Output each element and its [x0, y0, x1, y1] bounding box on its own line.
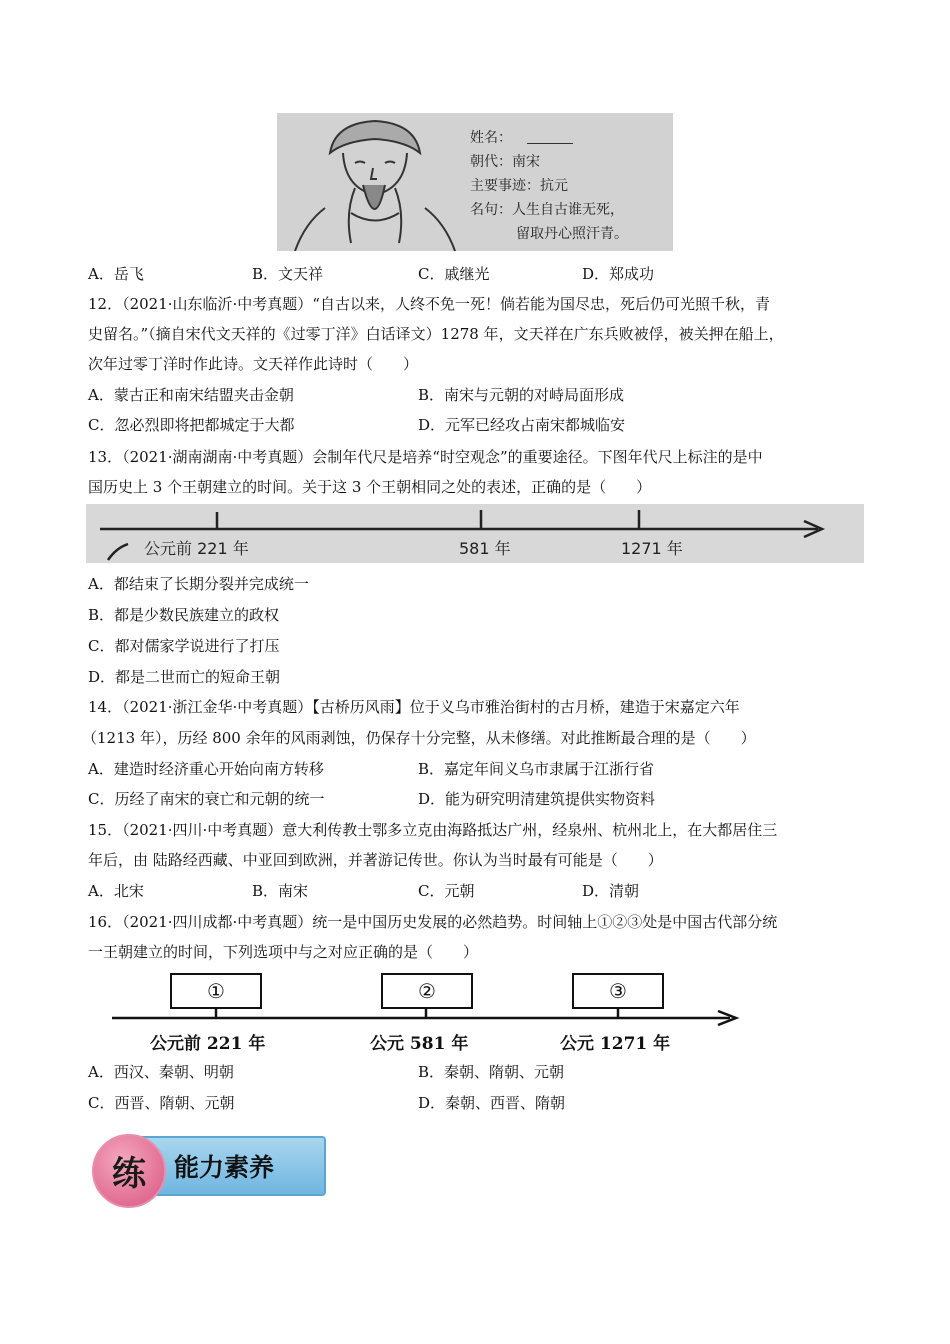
card-quote-line1: 名句：人生自古谁无死， — [470, 202, 624, 218]
q12-stem-line3: 次年过零丁洋时作此诗。文天祥作此诗时（ ） — [88, 355, 419, 373]
q15-option-d: D．清朝 — [582, 882, 640, 900]
q13-option-a: A．都结束了长期分裂并完成统一 — [88, 575, 309, 593]
q16-option-c: C．西晋、隋朝、元朝 — [88, 1094, 235, 1112]
q14-option-a: A．建造时经济重心开始向南方转移 — [88, 760, 324, 778]
q12-option-d: D．元军已经攻占南宋都城临安 — [418, 416, 626, 434]
q15-stem-line1: 15．（2021·四川·中考真题）意大利传教士鄂多立克由海路抵达广州，经泉州、杭州北上，在大都居住三 — [88, 821, 778, 839]
card-deeds: 主要事迹：抗元 — [470, 178, 568, 194]
card-dynasty: 朝代：南宋 — [470, 154, 540, 170]
q16-option-a: A．西汉、秦朝、明朝 — [88, 1063, 234, 1081]
section-title: 能力素养 — [174, 1153, 275, 1182]
q13-stem-line2: 国历史上 3 个王朝建立的时间。关于这 3 个王朝相同之处的表述，正确的是（ ） — [88, 478, 652, 496]
q13-timeline-label-2: 581 年 — [459, 539, 511, 558]
q14-option-d: D．能为研究明清建筑提供实物资料 — [418, 790, 656, 808]
q12-option-b: B．南宋与元朝的对峙局面形成 — [418, 386, 625, 404]
q16-box-1: ① — [170, 973, 262, 1009]
q15-option-c: C．元朝 — [418, 882, 475, 900]
portrait-card-photo — [277, 113, 673, 251]
section-badge-circle — [92, 1134, 166, 1208]
q16-timeline-label-1: 公元前 221 年 — [150, 1034, 266, 1054]
q16-option-b: B．秦朝、隋朝、元朝 — [418, 1063, 565, 1081]
q16-timeline-label-2: 公元 581 年 — [370, 1034, 469, 1054]
q13-option-b: B．都是少数民族建立的政权 — [88, 606, 280, 624]
q13-timeline-photo — [86, 504, 864, 563]
q16-box-3: ③ — [572, 973, 664, 1009]
q12-stem-line1: 12．（2021·山东临沂·中考真题）“自古以来，人终不免一死！倘若能为国尽忠，死后仍可光照千秋，青 — [88, 295, 770, 313]
q16-box-2: ② — [381, 973, 473, 1009]
q13-option-c: C．都对儒家学说进行了打压 — [88, 637, 280, 655]
q15-option-b: B．南宋 — [252, 882, 309, 900]
card-name-label: 姓名： — [470, 130, 512, 146]
q13-option-d: D．都是二世而亡的短命王朝 — [88, 668, 281, 686]
q14-option-c: C．历经了南宋的衰亡和元朝的统一 — [88, 790, 325, 808]
card-name-blank — [527, 143, 573, 144]
q16-stem-line2: 一王朝建立的时间，下列选项中与之对应正确的是（ ） — [88, 943, 479, 961]
q14-stem-line2: （1213 年），历经 800 余年的风雨剥蚀，仍保存十分完整，从未修缮。对此推断最合理的是（ ） — [82, 729, 756, 747]
wen-tianxiang-portrait-illustration — [285, 113, 465, 251]
q13-timeline-label-3: 1271 年 — [621, 539, 683, 558]
q11-option-c: C．戚继光 — [418, 265, 490, 283]
q12-option-a: A．蒙古正和南宋结盟夹击金朝 — [88, 386, 294, 404]
q16-timeline-figure — [90, 968, 740, 1058]
q14-stem-line1: 14．（2021·浙江金华·中考真题）【古桥历风雨】位于义乌市雅治街村的古月桥，建造于宋嘉定六年 — [88, 698, 740, 716]
q13-timeline-label-1: 公元前 221 年 — [144, 539, 249, 558]
q15-option-a: A．北宋 — [88, 882, 144, 900]
q11-option-d: D．郑成功 — [582, 265, 655, 283]
card-quote-line2: 留取丹心照汗青。 — [516, 226, 628, 242]
q11-option-b: B．文天祥 — [252, 265, 324, 283]
q11-option-a: A．岳飞 — [88, 265, 144, 283]
q16-option-d: D．秦朝、西晋、隋朝 — [418, 1094, 566, 1112]
q16-timeline-label-3: 公元 1271 年 — [560, 1034, 671, 1054]
q12-option-c: C．忽必烈即将把都城定于大都 — [88, 416, 295, 434]
q13-stem-line1: 13．（2021·湖南湖南·中考真题）会制年代尺是培养“时空观念”的重要途径。下图年代尺上标注的是中 — [88, 448, 763, 466]
q16-stem-line1: 16．（2021·四川成都·中考真题）统一是中国历史发展的必然趋势。时间轴上①②③处是中国古代部分统 — [88, 913, 778, 931]
section-banner — [92, 1134, 324, 1196]
q15-stem-line2: 年后，由 陆路经西藏、中亚回到欧洲，并著游记传世。你认为当时最有可能是（ ） — [88, 851, 663, 869]
section-badge-text: 练 — [112, 1154, 146, 1194]
q14-option-b: B．嘉定年间义乌市隶属于江浙行省 — [418, 760, 655, 778]
q12-stem-line2: 史留名。”（摘自宋代文天祥的《过零丁洋》白话译文）1278 年，文天祥在广东兵败被俘，被关押在船上， — [88, 325, 784, 343]
